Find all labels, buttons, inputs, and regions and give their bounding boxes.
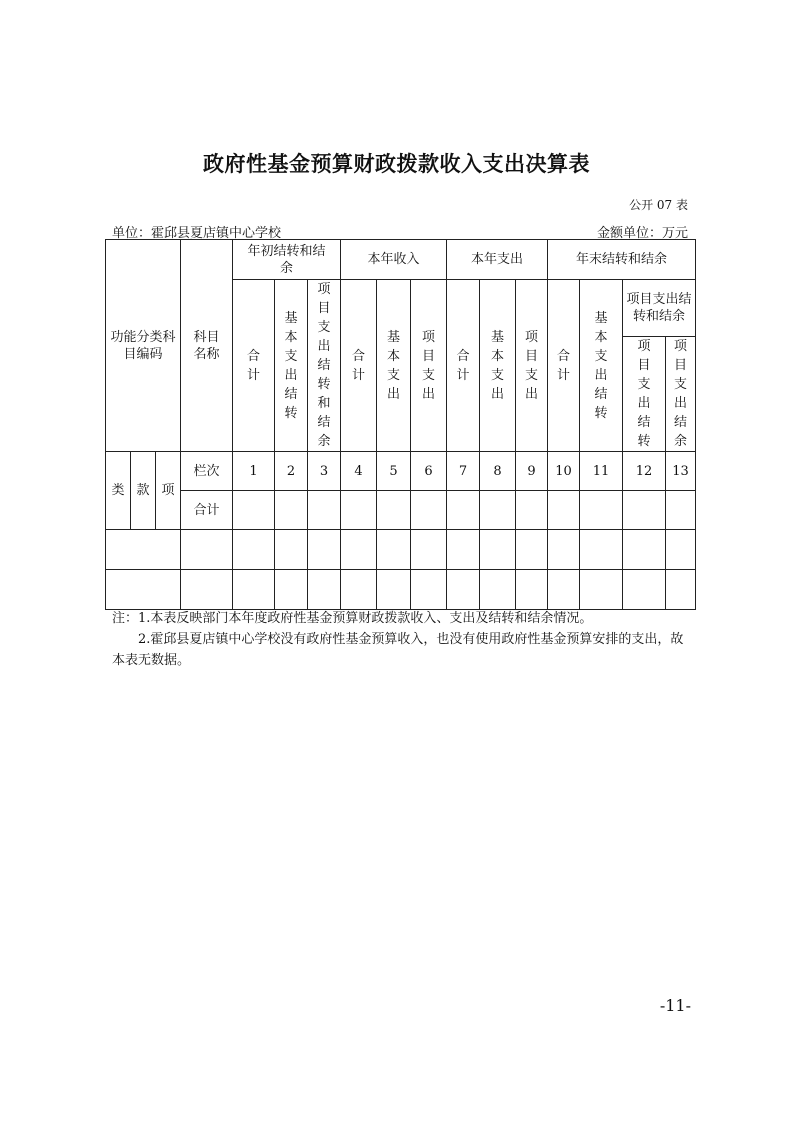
page-number: -11- — [659, 996, 691, 1015]
subject-name-header: 科目名称 — [181, 240, 233, 452]
income-project-header: 项目支出 — [411, 280, 447, 452]
begin-basic-carry-header: 基本支出结转 — [275, 280, 308, 452]
func-code-header: 功能分类科目编码 — [106, 240, 181, 452]
begin-project-carry-surplus-header: 项目支出结转和结余 — [308, 280, 341, 452]
table-row — [106, 570, 696, 610]
expense-basic-header: 基本支出 — [480, 280, 516, 452]
final-accounts-table — [105, 239, 696, 610]
col-number: 9 — [516, 452, 548, 491]
end-basic-carry-header: 基本支出结转 — [580, 280, 623, 452]
lei-header: 类 — [106, 452, 131, 530]
end-project-group-header: 项目支出结转和结余 — [623, 280, 696, 337]
kuan-header: 款 — [131, 452, 156, 530]
note-2: 2.霍邱县夏店镇中心学校没有政府性基金预算收入，也没有使用政府性基金预算安排的支出，故本表无数据。 — [112, 632, 684, 668]
current-income-group-header: 本年收入 — [341, 240, 447, 280]
begin-balance-group-header: 年初结转和结余 — [233, 240, 341, 280]
end-total-header: 合计 — [548, 280, 580, 452]
col-number: 2 — [275, 452, 308, 491]
page-title: 政府性基金预算财政拨款收入支出决算表 — [203, 152, 590, 176]
expense-total-header: 合计 — [447, 280, 480, 452]
end-project-carry-header: 项目支出结转 — [623, 337, 666, 452]
col-number: 1 — [233, 452, 275, 491]
notes — [112, 608, 692, 671]
total-row-label: 合计 — [181, 491, 233, 530]
expense-project-header: 项目支出 — [516, 280, 548, 452]
total-row — [106, 491, 696, 530]
note-1: 注：1.本表反映部门本年度政府性基金预算财政拨款收入、支出及结转和结余情况。 — [112, 611, 593, 626]
income-total-header: 合计 — [341, 280, 377, 452]
col-number: 10 — [548, 452, 580, 491]
unit-label: 单位：霍邱县夏店镇中心学校 — [112, 226, 282, 241]
col-number: 12 — [623, 452, 666, 491]
col-number: 6 — [411, 452, 447, 491]
col-number: 3 — [308, 452, 341, 491]
money-unit-label: 金额单位：万元 — [596, 226, 688, 241]
end-balance-group-header: 年末结转和结余 — [548, 240, 696, 280]
column-index-label: 栏次 — [181, 452, 233, 491]
end-project-surplus-header: 项目支出结余 — [666, 337, 696, 452]
table-row — [106, 530, 696, 570]
begin-total-header: 合计 — [233, 280, 275, 452]
form-number: 公开 07 表 — [629, 198, 688, 212]
col-number: 11 — [580, 452, 623, 491]
xiang-header: 项 — [156, 452, 181, 530]
col-number: 8 — [480, 452, 516, 491]
col-number: 7 — [447, 452, 480, 491]
col-number: 5 — [377, 452, 411, 491]
col-number: 4 — [341, 452, 377, 491]
current-expense-group-header: 本年支出 — [447, 240, 548, 280]
income-basic-header: 基本支出 — [377, 280, 411, 452]
col-number: 13 — [666, 452, 696, 491]
